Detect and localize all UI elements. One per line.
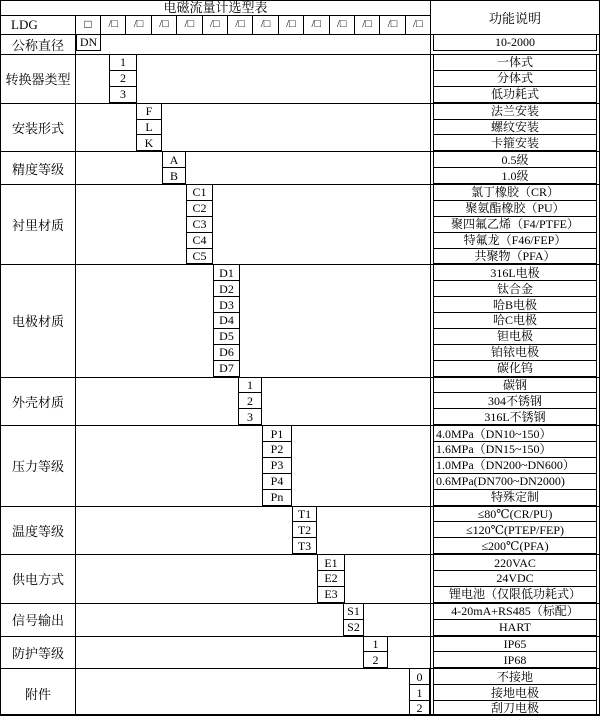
section-code-area bbox=[76, 35, 430, 54]
section-code-area bbox=[76, 604, 430, 636]
option-desc-cell: 钛合金 bbox=[433, 280, 597, 297]
option-code-cell: E1 bbox=[317, 554, 345, 571]
section-desc-area bbox=[430, 152, 599, 184]
option-desc-cell: IP68 bbox=[433, 651, 597, 668]
section-power-supply bbox=[1, 554, 599, 603]
section-label: 附件 bbox=[1, 669, 76, 716]
option-code-cell: 1 bbox=[109, 54, 137, 71]
option-desc-cell: 不接地 bbox=[433, 668, 597, 685]
section-code-area bbox=[76, 185, 430, 264]
section-desc-area bbox=[430, 507, 599, 555]
option-desc-cell: 卡箍安装 bbox=[433, 134, 597, 151]
section-code-area bbox=[76, 265, 430, 376]
option-code-cell: E2 bbox=[317, 570, 345, 587]
option-code-cell: 1 bbox=[363, 636, 388, 653]
option-code-cell: T3 bbox=[292, 537, 317, 554]
model-box-cells bbox=[101, 16, 430, 34]
option-desc-cell: 1.0级 bbox=[433, 167, 597, 184]
option-desc-cell: 氯丁橡胶（CR） bbox=[433, 184, 597, 201]
section-code-area bbox=[76, 669, 430, 716]
section-code-area bbox=[76, 637, 430, 669]
section-code-area bbox=[76, 55, 430, 103]
option-code-cell: C4 bbox=[186, 232, 213, 249]
model-code-row bbox=[1, 16, 430, 34]
option-code-cell: 1 bbox=[409, 684, 430, 701]
option-code-cell: Pn bbox=[262, 489, 292, 506]
option-desc-cell: 哈B电极 bbox=[433, 296, 597, 313]
section-desc-area bbox=[430, 265, 599, 376]
option-code-cell: C5 bbox=[186, 248, 213, 265]
option-desc-cell: 接地电极 bbox=[433, 684, 597, 701]
option-desc-cell: 哈C电极 bbox=[433, 312, 597, 329]
option-code-cell: E3 bbox=[317, 586, 345, 603]
option-desc-cell: 1.6MPa（DN15~150） bbox=[433, 441, 597, 458]
option-desc-cell: 4.0MPa（DN10~150） bbox=[433, 425, 597, 442]
model-box-cell: /□ bbox=[177, 16, 202, 34]
option-code-cell: T2 bbox=[292, 521, 317, 538]
option-code-cell: 2 bbox=[238, 392, 262, 409]
option-desc-cell: 螺纹安装 bbox=[433, 119, 597, 136]
section-label: 公称直径 bbox=[1, 35, 76, 54]
option-desc-cell: 法兰安装 bbox=[433, 103, 597, 120]
option-code-cell: P1 bbox=[262, 425, 292, 442]
option-code-cell: F bbox=[136, 103, 162, 120]
section-code-area bbox=[76, 507, 430, 555]
option-desc-cell: ≤80℃(CR/PU) bbox=[433, 506, 597, 523]
section-temperature bbox=[1, 506, 599, 555]
section-code-area bbox=[76, 152, 430, 184]
option-code-cell: S1 bbox=[343, 603, 364, 620]
section-desc-area bbox=[430, 604, 599, 636]
section-accessories bbox=[1, 668, 599, 716]
option-desc-cell: 低功耗式 bbox=[433, 86, 597, 103]
model-box-cell: /□ bbox=[253, 16, 278, 34]
option-desc-cell: 刮刀电极 bbox=[433, 700, 597, 716]
section-installation bbox=[1, 103, 599, 152]
option-desc-cell: 共聚物（PFA） bbox=[433, 248, 597, 265]
section-code-area bbox=[76, 426, 430, 505]
option-code-cell: 0 bbox=[409, 668, 430, 685]
section-desc-area bbox=[430, 55, 599, 103]
option-desc-cell: HART bbox=[433, 619, 597, 636]
option-desc-cell: 碳钢 bbox=[433, 377, 597, 394]
option-code-cell: D1 bbox=[213, 264, 240, 281]
option-code-cell: D5 bbox=[213, 328, 240, 345]
option-desc-cell: 0.5级 bbox=[433, 151, 597, 168]
section-protection bbox=[1, 636, 599, 669]
option-desc-cell: 分体式 bbox=[433, 70, 597, 87]
table-title: 电磁流量计选型表 bbox=[1, 1, 430, 16]
section-desc-area bbox=[430, 669, 599, 716]
option-code-cell: 3 bbox=[109, 86, 137, 103]
header-left-block bbox=[1, 1, 430, 34]
section-desc-area bbox=[430, 35, 599, 54]
option-desc-cell: ≤120℃(PTEP/FEP) bbox=[433, 521, 597, 538]
model-prefix: LDG bbox=[1, 16, 76, 34]
section-converter-type bbox=[1, 54, 599, 103]
option-code-cell: C2 bbox=[186, 200, 213, 217]
section-desc-area bbox=[430, 104, 599, 152]
option-code-cell: B bbox=[162, 167, 186, 184]
option-code-cell: P4 bbox=[262, 473, 292, 490]
option-desc-cell: 304不锈钢 bbox=[433, 392, 597, 409]
option-code-cell: DN bbox=[76, 34, 101, 51]
option-code-cell: 3 bbox=[238, 408, 262, 425]
option-code-cell: 2 bbox=[409, 700, 430, 716]
section-desc-area bbox=[430, 426, 599, 505]
section-label: 防护等级 bbox=[1, 637, 76, 669]
option-code-cell: D6 bbox=[213, 344, 240, 361]
model-box-cell: /□ bbox=[228, 16, 253, 34]
option-desc-cell: 24VDC bbox=[433, 570, 597, 587]
section-label: 外壳材质 bbox=[1, 378, 76, 426]
section-label: 电极材质 bbox=[1, 265, 76, 376]
option-code-cell: C1 bbox=[186, 184, 213, 201]
option-code-cell: 1 bbox=[238, 377, 262, 394]
section-desc-area bbox=[430, 378, 599, 426]
model-box-cell: □ bbox=[76, 16, 101, 34]
model-box-cell: /□ bbox=[152, 16, 177, 34]
option-code-cell: P3 bbox=[262, 457, 292, 474]
option-desc-cell: 一体式 bbox=[433, 54, 597, 71]
model-box-cell: /□ bbox=[380, 16, 405, 34]
section-code-area bbox=[76, 378, 430, 426]
option-desc-cell: ≤200℃(PFA) bbox=[433, 537, 597, 554]
option-code-cell: 2 bbox=[363, 651, 388, 668]
table-header-area bbox=[1, 1, 599, 34]
option-code-cell: D3 bbox=[213, 296, 240, 313]
model-box-cell: /□ bbox=[101, 16, 126, 34]
section-diameter bbox=[1, 34, 599, 54]
option-desc-cell: 碳化钨 bbox=[433, 360, 597, 377]
option-desc-cell: 316L电极 bbox=[433, 264, 597, 281]
option-code-cell: L bbox=[136, 119, 162, 136]
option-code-cell: D2 bbox=[213, 280, 240, 297]
model-box-cell: /□ bbox=[413, 18, 423, 30]
option-desc-cell: 特氟龙（F46/FEP） bbox=[433, 232, 597, 249]
option-desc-cell: 0.6MPa(DN700~DN2000) bbox=[433, 473, 597, 490]
option-desc-cell: 220VAC bbox=[433, 554, 597, 571]
section-label: 信号输出 bbox=[1, 604, 76, 636]
section-electrode bbox=[1, 264, 599, 376]
option-code-cell: K bbox=[136, 134, 162, 151]
option-desc-cell: 钽电极 bbox=[433, 328, 597, 345]
option-desc-cell: 锂电池（仅限低功耗式） bbox=[433, 586, 597, 603]
option-code-cell: D7 bbox=[213, 360, 240, 377]
section-desc-area bbox=[430, 185, 599, 264]
section-code-area bbox=[76, 555, 430, 603]
section-label: 压力等级 bbox=[1, 426, 76, 505]
section-accuracy bbox=[1, 151, 599, 184]
option-desc-cell: IP65 bbox=[433, 636, 597, 653]
model-box-cell: /□ bbox=[304, 16, 329, 34]
option-code-cell: 2 bbox=[109, 70, 137, 87]
option-code-cell: C3 bbox=[186, 216, 213, 233]
model-box-cell: /□ bbox=[355, 16, 380, 34]
model-box-cell: /□ bbox=[279, 16, 304, 34]
section-label: 转换器类型 bbox=[1, 55, 76, 103]
option-desc-cell: 1.0MPa（DN200~DN600） bbox=[433, 457, 597, 474]
option-desc-cell: 铂铱电极 bbox=[433, 344, 597, 361]
option-code-cell: S2 bbox=[343, 619, 364, 636]
section-label: 供电方式 bbox=[1, 555, 76, 603]
section-code-area bbox=[76, 104, 430, 152]
section-label: 温度等级 bbox=[1, 507, 76, 555]
function-column-header: 功能说明 bbox=[430, 1, 599, 34]
model-box-cell: /□ bbox=[126, 16, 151, 34]
section-signal-output bbox=[1, 603, 599, 636]
option-desc-cell: 10-2000 bbox=[433, 34, 597, 51]
section-label: 衬里材质 bbox=[1, 185, 76, 264]
option-desc-cell: 聚氨酯橡胶（PU） bbox=[433, 200, 597, 217]
option-code-cell: P2 bbox=[262, 441, 292, 458]
section-label: 安装形式 bbox=[1, 104, 76, 152]
model-box-cell: /□ bbox=[203, 16, 228, 34]
model-box-cell: /□ bbox=[330, 16, 355, 34]
option-code-cell: A bbox=[162, 151, 186, 168]
section-housing bbox=[1, 377, 599, 426]
section-pressure bbox=[1, 425, 599, 505]
section-desc-area bbox=[430, 637, 599, 669]
section-desc-area bbox=[430, 555, 599, 603]
option-desc-cell: 316L不锈钢 bbox=[433, 408, 597, 425]
option-desc-cell: 特殊定制 bbox=[433, 489, 597, 506]
section-label: 精度等级 bbox=[1, 152, 76, 184]
option-code-cell: D4 bbox=[213, 312, 240, 329]
section-lining bbox=[1, 184, 599, 264]
option-code-cell: T1 bbox=[292, 506, 317, 523]
option-desc-cell: 4-20mA+RS485（标配） bbox=[433, 603, 597, 620]
option-desc-cell: 聚四氟乙烯（F4/PTFE） bbox=[433, 216, 597, 233]
